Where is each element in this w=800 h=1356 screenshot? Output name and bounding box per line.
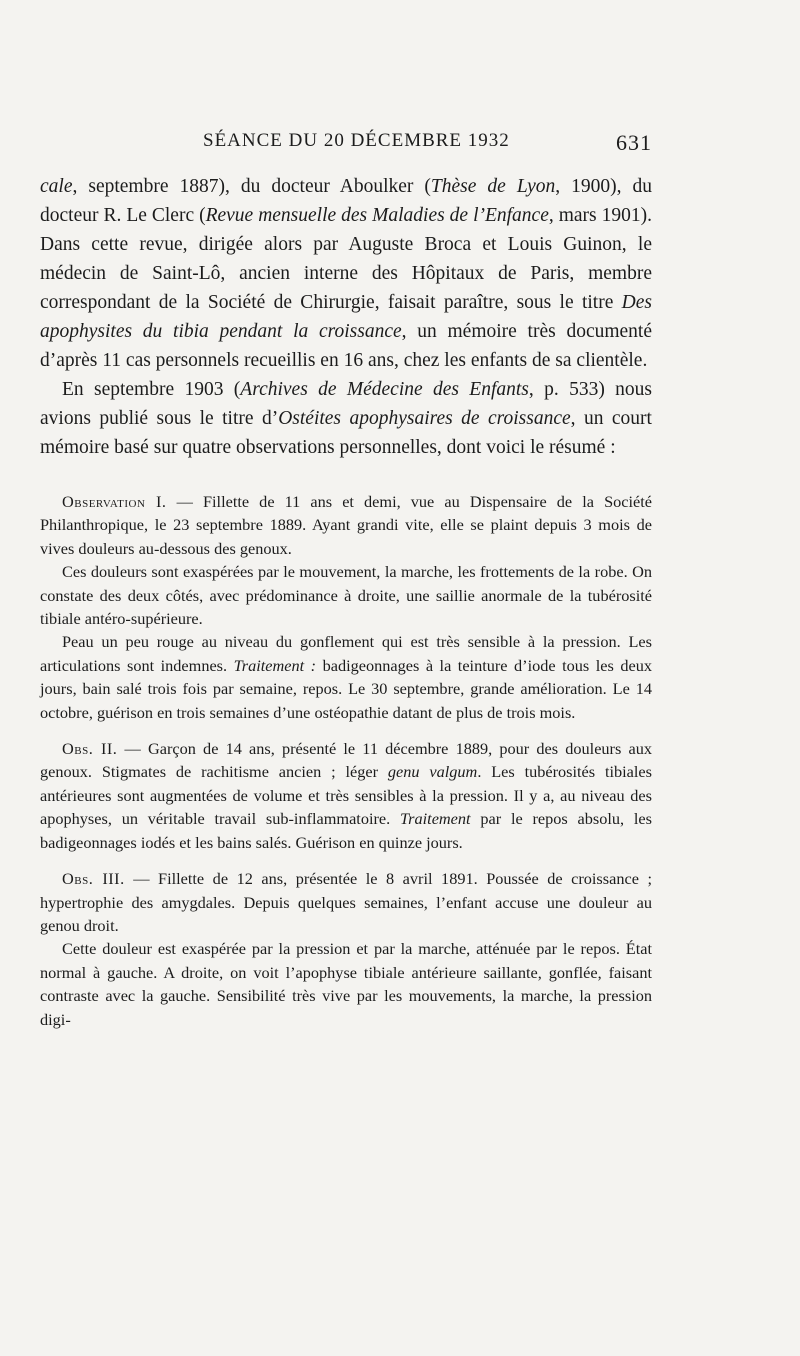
observation-paragraph bbox=[40, 737, 652, 854]
observation-paragraph bbox=[40, 560, 652, 630]
observation-paragraph bbox=[40, 630, 652, 724]
text-run: par le repos absolu, les badigeonnages iodés et les bains salés. Guérison en quinze jours. bbox=[40, 809, 652, 852]
text-run: , p. 533) nous avions publié sous le titre d’ bbox=[40, 379, 652, 429]
running-title: SÉANCE DU 20 DÉCEMBRE 1932 bbox=[203, 130, 510, 151]
observation-heading: Obs. III. bbox=[62, 869, 125, 889]
text-run: , un mémoire très documenté d’après 11 cas personnels recueillis en 16 ans, chez les enfants de sa clientèle. bbox=[40, 321, 652, 371]
italic-text: genu valgum bbox=[387, 762, 478, 782]
text-run: , 1900), du docteur R. Le Clerc ( bbox=[40, 176, 652, 226]
text-run: — Fillette de 11 ans et demi, vue au Dispensaire de la Société Philanthropique, le 23 septembre 1889. Ayant grandi vite, elle se plaint depuis 3 mois de vives douleurs au-dessous des genoux. bbox=[40, 492, 652, 558]
intro-section bbox=[40, 172, 652, 462]
intro-paragraph bbox=[40, 375, 652, 462]
observation-paragraph bbox=[40, 490, 652, 560]
text-run: . Les tubérosités tibiales antérieures sont augmentées de volume et très sensibles à la pression. Il y a, au niveau des apophyses, un véritable travail sub-inflammatoire. bbox=[40, 762, 652, 829]
text-run: , mars 1901). Dans cette revue, dirigée alors par Auguste Broca et Louis Guinon, le médecin de Saint-Lô, ancien interne des Hôpitaux de Paris, membre correspondant de la Société de Chirurgie, faisait paraître, sous le titre bbox=[40, 205, 652, 313]
observation-paragraph bbox=[40, 937, 652, 1031]
observation-paragraph bbox=[40, 867, 652, 937]
text-run: badigeonnages à la teinture d’iode tous les deux jours, bain salé trois fois par semaine, repos. Le 30 septembre, grande amélioration. Le 14 octobre, guérison en trois semaines d’une ostéopathie datant de plus de trois mois. bbox=[40, 655, 653, 722]
text-run: Cette douleur est exaspérée par la pression et par la marche, atténuée par le repos. État normal à gauche. A droite, on voit l’apophyse tibiale antérieure saillante, gonflée, faisant contraste avec la gauche. Sensibilité très vive par les mouvements, la marche, la pression digi- bbox=[40, 939, 652, 1029]
text-run: Peau un peu rouge au niveau du gonflement qui est très sensible à la pression. Les articulations sont indemnes. bbox=[40, 632, 652, 675]
italic-text: Traitement : bbox=[233, 655, 317, 675]
observation-heading: Obs. II. bbox=[62, 739, 118, 759]
intro-paragraph bbox=[40, 172, 652, 375]
observations-section bbox=[40, 490, 652, 1031]
italic-text: Revue mensuelle des Maladies de l’Enfance bbox=[205, 205, 549, 226]
text-run: Ces douleurs sont exaspérées par le mouvement, la marche, les frottements de la robe. On constate des deux côtés, avec prédominance à droite, une saillie anormale de la tubérosité tibiale antéro-supérieure. bbox=[40, 562, 652, 629]
observation-heading: Observation I. bbox=[62, 492, 167, 511]
text-run: — Garçon de 14 ans, présenté le 11 décembre 1889, pour des douleurs aux genoux. Stigmates de rachitisme ancien ; léger bbox=[40, 739, 652, 782]
page-number: 631 bbox=[616, 130, 652, 155]
italic-text: cale bbox=[40, 176, 73, 197]
italic-text: Traitement bbox=[400, 809, 471, 829]
text-run: En septembre 1903 ( bbox=[62, 379, 241, 400]
body-text bbox=[40, 172, 652, 1031]
italic-text: Archives de Médecine des Enfants bbox=[240, 379, 529, 400]
italic-text: Thèse de Lyon bbox=[430, 176, 556, 197]
italic-text: Des apophysites du tibia pendant la croissance bbox=[40, 292, 652, 342]
italic-text: Ostéites apophysaires de croissance bbox=[278, 408, 571, 429]
text-run: , un court mémoire basé sur quatre observations personnelles, dont voici le résumé : bbox=[40, 408, 652, 458]
text-run: — Fillette de 12 ans, présentée le 8 avril 1891. Poussée de croissance ; hypertrophie des amygdales. Depuis quelques semaines, l’enfant accuse une douleur au genou droit. bbox=[40, 869, 652, 935]
text-run: , septembre 1887), du docteur Aboulker ( bbox=[72, 176, 431, 197]
